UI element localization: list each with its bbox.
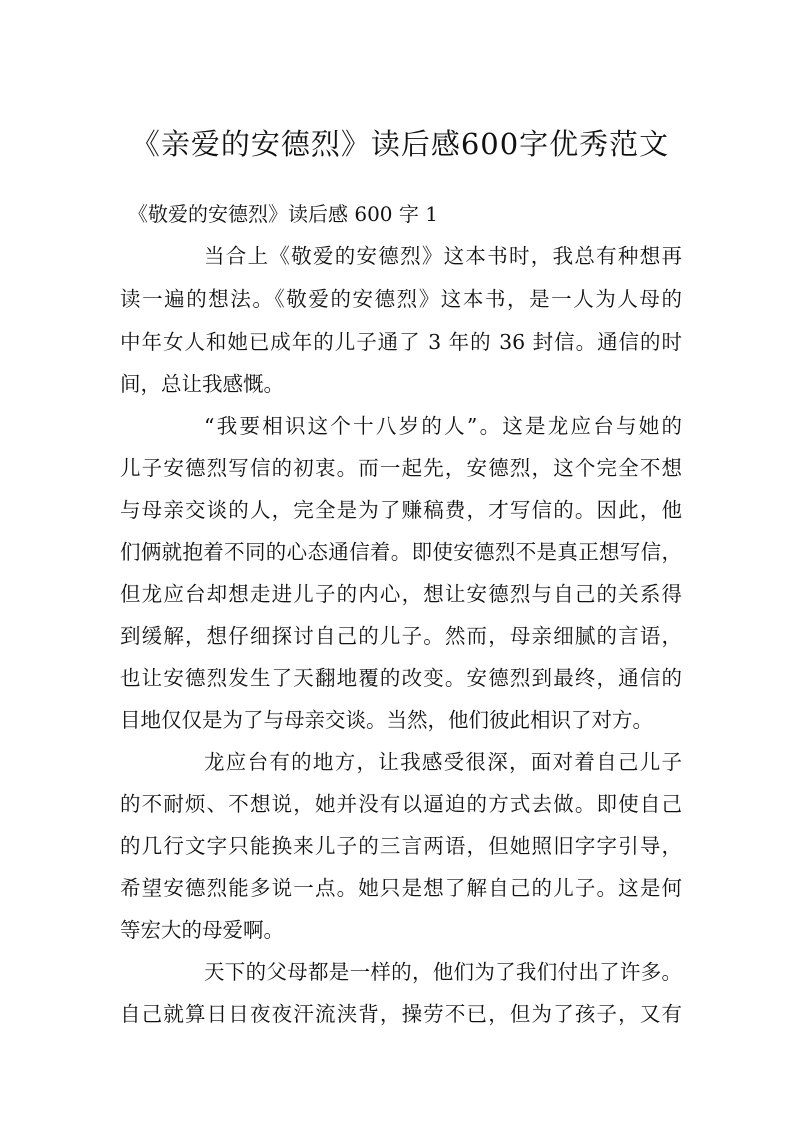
paragraph-line: 当合上《敬爱的安德烈》这本书时，我总有种想再 xyxy=(204,244,682,268)
paragraph-line: 天下的父母都是一样的，他们为了我们付出了许多。 xyxy=(204,960,682,984)
paragraph-line: 龙应台有的地方，让我感受很深，面对着自己儿子 xyxy=(204,750,682,774)
paragraph-line: 读一遍的想法。《敬爱的安德烈》这本书，是一人为人母的 xyxy=(120,287,682,311)
paragraph-line: 的几行文字只能换来儿子的三言两语，但她照旧字字引导， xyxy=(120,834,682,858)
paragraph-line: 等宏大的母爱啊。 xyxy=(120,918,284,942)
paragraph-line: 也让安德烈发生了天翻地覆的改变。安德烈到最终，通信的 xyxy=(120,666,682,690)
paragraph-line: 但龙应台却想走进儿子的内心，想让安德烈与自己的关系得 xyxy=(120,582,682,606)
paragraph-line: 儿子安德烈写信的初衷。而一起先，安德烈，这个完全不想 xyxy=(120,456,682,480)
paragraph-line: 自己就算日日夜夜汗流浃背，操劳不已，但为了孩子，又有 xyxy=(120,1002,682,1026)
paragraph-line: 目地仅仅是为了与母亲交谈。当然，他们彼此相识了对方。 xyxy=(120,708,653,732)
document-title: 《亲爱的安德烈》读后感600字优秀范文 xyxy=(130,127,670,161)
section-heading: 《敬爱的安德烈》读后感 600 字 1 xyxy=(128,202,438,226)
paragraph-line: 中年女人和她已成年的儿子通了 3 年的 36 封信。通信的时 xyxy=(120,330,682,354)
paragraph-line: 间，总让我感慨。 xyxy=(120,372,284,396)
paragraph-line: 的不耐烦、不想说，她并没有以逼迫的方式去做。即使自己 xyxy=(120,792,682,816)
paragraph-line: 到缓解，想仔细探讨自己的儿子。然而，母亲细腻的言语， xyxy=(120,624,682,648)
paragraph-line: “我要相识这个十八岁的人”。这是龙应台与她的 xyxy=(204,414,682,438)
paragraph-line: 与母亲交谈的人，完全是为了赚稿费，才写信的。因此，他 xyxy=(120,498,682,522)
paragraph-line: 希望安德烈能多说一点。她只是想了解自己的儿子。这是何 xyxy=(120,876,682,900)
paragraph-line: 们俩就抱着不同的心态通信着。即使安德烈不是真正想写信， xyxy=(120,540,682,564)
